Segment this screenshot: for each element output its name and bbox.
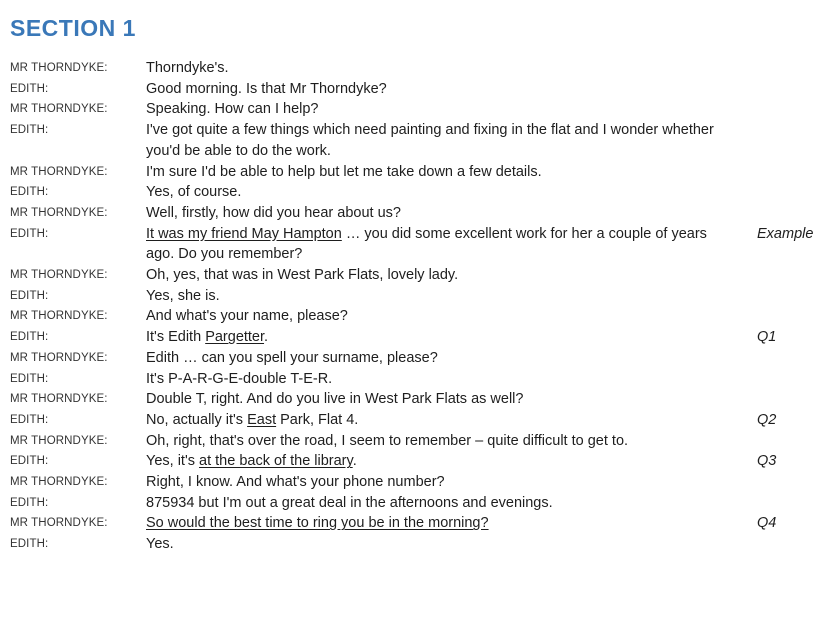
speech-segment: Good morning. Is that Mr Thorndyke?	[146, 80, 387, 97]
speaker-label: EDITH:	[10, 227, 49, 240]
transcript-line	[10, 203, 822, 224]
transcript-line	[10, 327, 822, 348]
speaker-label: MR THORNDYKE:	[10, 103, 108, 116]
speech-text	[146, 203, 726, 224]
speech-segment: Yes, of course.	[146, 184, 242, 201]
speaker-label: EDITH:	[10, 496, 49, 509]
speech-segment: Yes, it's	[146, 453, 200, 470]
speaker-label: EDITH:	[10, 186, 49, 199]
speech-segment: Yes.	[146, 536, 174, 553]
speech-segment: Thorndyke's.	[146, 60, 229, 76]
speech-segment: Double T, right. And do you live in West Park Flats as well?	[146, 391, 524, 408]
speaker-label: EDITH:	[10, 289, 49, 302]
speech-text	[146, 120, 726, 161]
speaker-label: EDITH:	[10, 331, 49, 344]
speech-segment: It's Edith	[146, 329, 206, 346]
speech-segment: I'm sure I'd be able to help but let me take down a few details.	[146, 163, 542, 180]
section-title: SECTION 1	[10, 15, 136, 41]
speaker-label: MR THORNDYKE:	[10, 62, 108, 74]
speech-segment: .	[352, 453, 357, 470]
speech-segment: Oh, yes, that was in West Park Flats, lovely lady.	[146, 267, 459, 284]
speaker-label: EDITH:	[10, 413, 49, 426]
transcript-line	[10, 348, 822, 369]
transcript-line	[10, 431, 822, 452]
speech-segment: I've got quite a few things which need painting and fixing in the flat and I wonder whether you'd be able to do the work.	[146, 122, 714, 159]
speech-segment: And what's your name, please?	[146, 308, 348, 325]
transcript-line	[10, 369, 822, 390]
transcript-line	[10, 472, 822, 493]
speech-text	[146, 493, 726, 514]
speaker-label: EDITH:	[10, 82, 49, 95]
speech-text	[146, 162, 726, 183]
transcript-line	[10, 58, 822, 79]
speaker-label: MR THORNDYKE:	[10, 476, 108, 489]
speech-text	[146, 410, 726, 431]
speech-text	[146, 224, 726, 265]
transcript	[10, 58, 822, 555]
speech-text	[146, 58, 726, 79]
speech-text	[146, 348, 726, 369]
answer-underline: It was my friend May Hampton	[146, 225, 342, 242]
speech-segment: It's P-A-R-G-E-double T-E-R.	[146, 370, 333, 387]
transcript-line	[10, 451, 822, 472]
transcript-line	[10, 99, 822, 120]
speech-text	[146, 79, 726, 100]
speech-text	[146, 431, 726, 452]
speech-text	[146, 534, 726, 555]
transcript-line	[10, 120, 822, 161]
speech-text	[146, 513, 726, 534]
speech-text	[146, 389, 726, 410]
transcript-line	[10, 182, 822, 203]
speaker-label: EDITH:	[10, 124, 49, 137]
transcript-line	[10, 513, 822, 534]
speech-text	[146, 182, 726, 203]
speaker-label: EDITH:	[10, 372, 49, 385]
speaker-label: MR THORNDYKE:	[10, 517, 108, 530]
speech-segment: Well, firstly, how did you hear about us?	[146, 204, 401, 221]
speech-segment: Park, Flat 4.	[276, 411, 359, 428]
speech-text	[146, 369, 726, 390]
speech-text	[146, 265, 726, 286]
transcript-line	[10, 265, 822, 286]
speech-segment: Speaking. How can I help?	[146, 101, 319, 118]
speech-text	[146, 472, 726, 493]
speaker-label: MR THORNDYKE:	[10, 393, 108, 406]
speech-segment: No, actually it's	[146, 411, 248, 428]
transcript-line	[10, 410, 822, 431]
question-marker: Q1	[757, 329, 777, 346]
answer-underline: East	[247, 411, 277, 428]
speech-text	[146, 306, 726, 327]
speaker-label: EDITH:	[10, 538, 49, 551]
speaker-label: MR THORNDYKE:	[10, 351, 108, 364]
transcript-line	[10, 389, 822, 410]
question-marker: Q4	[757, 515, 777, 532]
question-marker: Example	[757, 225, 814, 242]
speech-segment: … you did some excellent work for her a couple of years ago. Do you remember?	[146, 225, 707, 263]
speaker-label: MR THORNDYKE:	[10, 310, 108, 323]
speech-text	[146, 451, 726, 472]
transcript-line	[10, 306, 822, 327]
speaker-label: EDITH:	[10, 455, 49, 468]
transcript-line	[10, 79, 822, 100]
transcript-line	[10, 534, 822, 555]
answer-underline: Pargetter	[205, 329, 265, 346]
answer-underline: at the back of the library	[199, 453, 353, 470]
speaker-label: MR THORNDYKE:	[10, 434, 108, 447]
speech-segment: Edith … can you spell your surname, please?	[146, 349, 438, 366]
speech-text	[146, 286, 726, 307]
speech-text	[146, 327, 726, 348]
speech-segment: Oh, right, that's over the road, I seem to remember – quite difficult to get to.	[146, 432, 629, 449]
answer-underline: So would the best time to ring you be in the morning?	[146, 515, 489, 532]
speaker-label: MR THORNDYKE:	[10, 165, 108, 178]
speech-segment: Right, I know. And what's your phone number?	[146, 474, 445, 491]
question-marker: Q3	[757, 453, 777, 470]
speech-segment: .	[264, 329, 269, 346]
speaker-label: MR THORNDYKE:	[10, 269, 108, 282]
transcript-line	[10, 493, 822, 514]
speaker-label: MR THORNDYKE:	[10, 206, 108, 219]
speech-segment: Yes, she is.	[146, 287, 220, 304]
speech-segment: 875934 but I'm out a great deal in the afternoons and evenings.	[146, 494, 553, 511]
transcript-line	[10, 286, 822, 307]
transcript-line	[10, 162, 822, 183]
transcript-line	[10, 224, 822, 265]
speech-text	[146, 99, 726, 120]
question-marker: Q2	[757, 411, 777, 428]
